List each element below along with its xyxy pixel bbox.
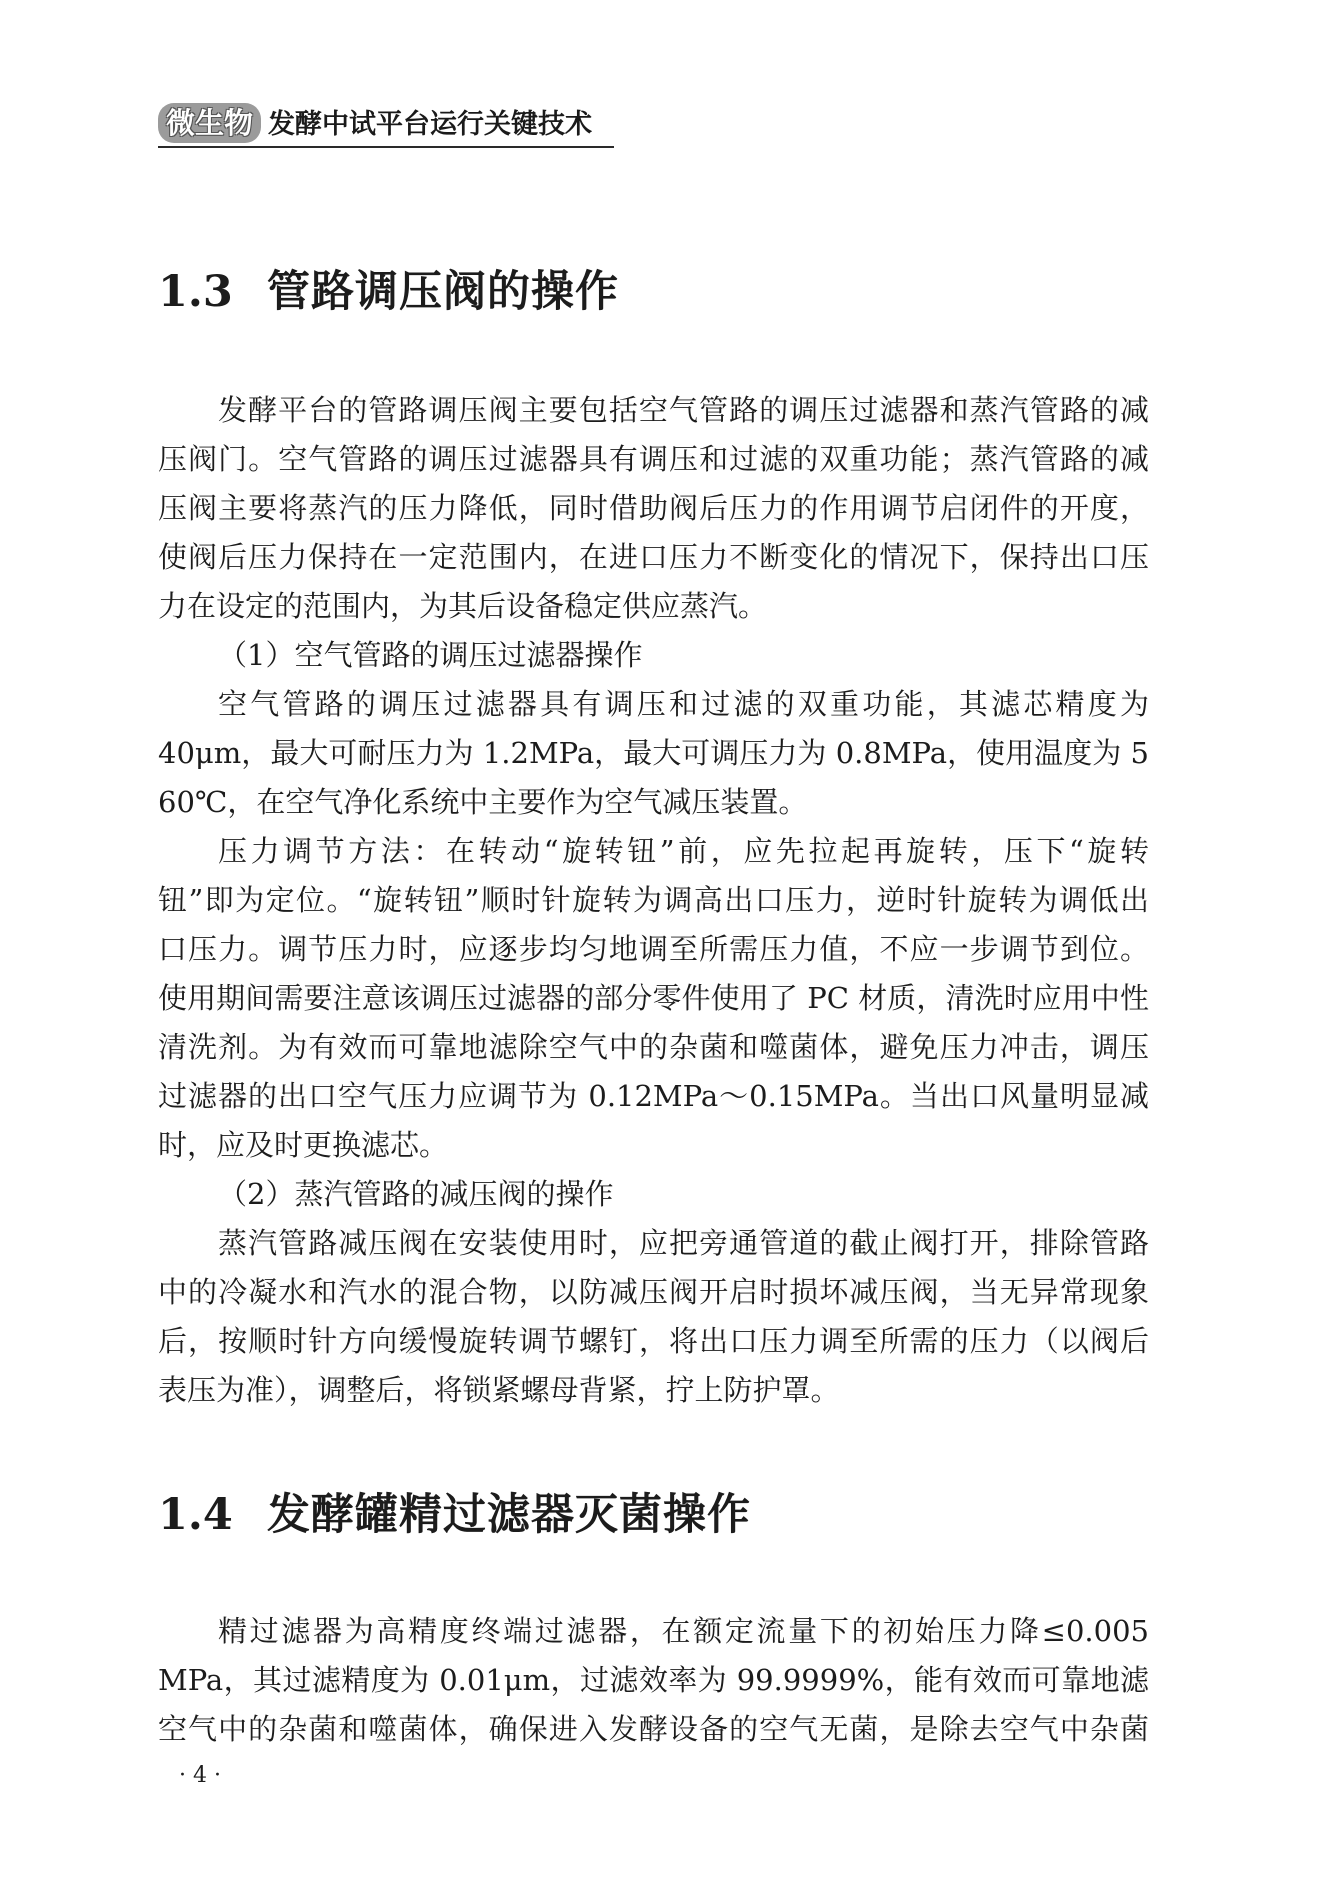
section-heading-1-4 [158,1485,751,1545]
text-line: 过滤器的出口空气压力应调节为 0.12MPa～0.15MPa。当出口风量明显减 [158,1079,1149,1113]
section-body-1-4 [158,1607,1149,1754]
section-body-1-3 [158,386,1149,1415]
text-line: 中的冷凝水和汽水的混合物，以防减压阀开启时损坏减压阀，当无异常现象 [158,1275,1149,1309]
header-badge: 微生物 [158,103,261,143]
text-line: 后，按顺时针方向缓慢旋转调节螺钉，将出口压力调至所需的压力（以阀后 [158,1324,1149,1358]
section-number: 1.3 [158,267,233,317]
text-line: 压力调节方法：在转动“旋转钮”前，应先拉起再旋转，压下“旋转 [218,834,1149,868]
text-line: 60℃，在空气净化系统中主要作为空气减压装置。 [158,785,808,819]
text-line: 压阀门。空气管路的调压过滤器具有调压和过滤的双重功能；蒸汽管路的减 [158,442,1149,476]
subheading-2: （2）蒸汽管路的减压阀的操作 [218,1177,614,1211]
text-line: 清洗剂。为有效而可靠地滤除空气中的杂菌和噬菌体，避免压力冲击，调压 [158,1030,1149,1064]
text-line: 使阀后压力保持在一定范围内，在进口压力不断变化的情况下，保持出口压 [158,540,1149,574]
text-line: 时，应及时更换滤芯。 [158,1128,449,1162]
subheading-1: （1）空气管路的调压过滤器操作 [218,638,643,672]
section-number: 1.4 [158,1490,233,1540]
text-line: 表压为准），调整后，将锁紧螺母背紧，拧上防护罩。 [158,1373,840,1407]
page-number: · 4 · [179,1763,221,1788]
paragraph-intro [158,386,1149,631]
text-line: 40μm，最大可耐压力为 1.2MPa，最大可调压力为 0.8MPa，使用温度为 5 [158,736,1149,770]
text-line: 精过滤器为高精度终端过滤器，在额定流量下的初始压力降≤0.005 [218,1614,1149,1648]
text-line: 蒸汽管路减压阀在安装使用时，应把旁通管道的截止阀打开，排除管路 [218,1226,1149,1260]
paragraph-pressure-adjustment [158,827,1149,1170]
text-line: MPa，其过滤精度为 0.01μm，过滤效率为 99.9999%，能有效而可靠地滤 [158,1663,1149,1697]
paragraph-filter-specs [158,680,1149,827]
text-line: 使用期间需要注意该调压过滤器的部分零件使用了 PC 材质，清洗时应用中性 [158,981,1149,1015]
text-line: 压阀主要将蒸汽的压力降低，同时借助阀后压力的作用调节启闭件的开度， [158,491,1149,525]
section-heading-1-3 [158,262,619,322]
section-title: 发酵罐精过滤器灭菌操作 [267,1490,751,1540]
paragraph-steam-valve [158,1219,1149,1415]
paragraph-fine-filter [158,1607,1149,1754]
text-line: 钮”即为定位。“旋转钮”顺时针旋转为调高出口压力，逆时针旋转为调低出 [158,883,1149,917]
header-title: 发酵中试平台运行关键技术 [268,109,592,140]
text-line: 空气管路的调压过滤器具有调压和过滤的双重功能，其滤芯精度为 [218,687,1149,721]
text-line: 发酵平台的管路调压阀主要包括空气管路的调压过滤器和蒸汽管路的减 [218,393,1149,427]
text-line: 空气中的杂菌和噬菌体，确保进入发酵设备的空气无菌，是除去空气中杂菌 [158,1712,1149,1746]
text-line: 力在设定的范围内，为其后设备稳定供应蒸汽。 [158,589,768,623]
header-rule [158,146,614,148]
text-line: 口压力。调节压力时，应逐步均匀地调至所需压力值，不应一步调节到位。 [158,932,1149,966]
section-title: 管路调压阀的操作 [267,267,619,317]
